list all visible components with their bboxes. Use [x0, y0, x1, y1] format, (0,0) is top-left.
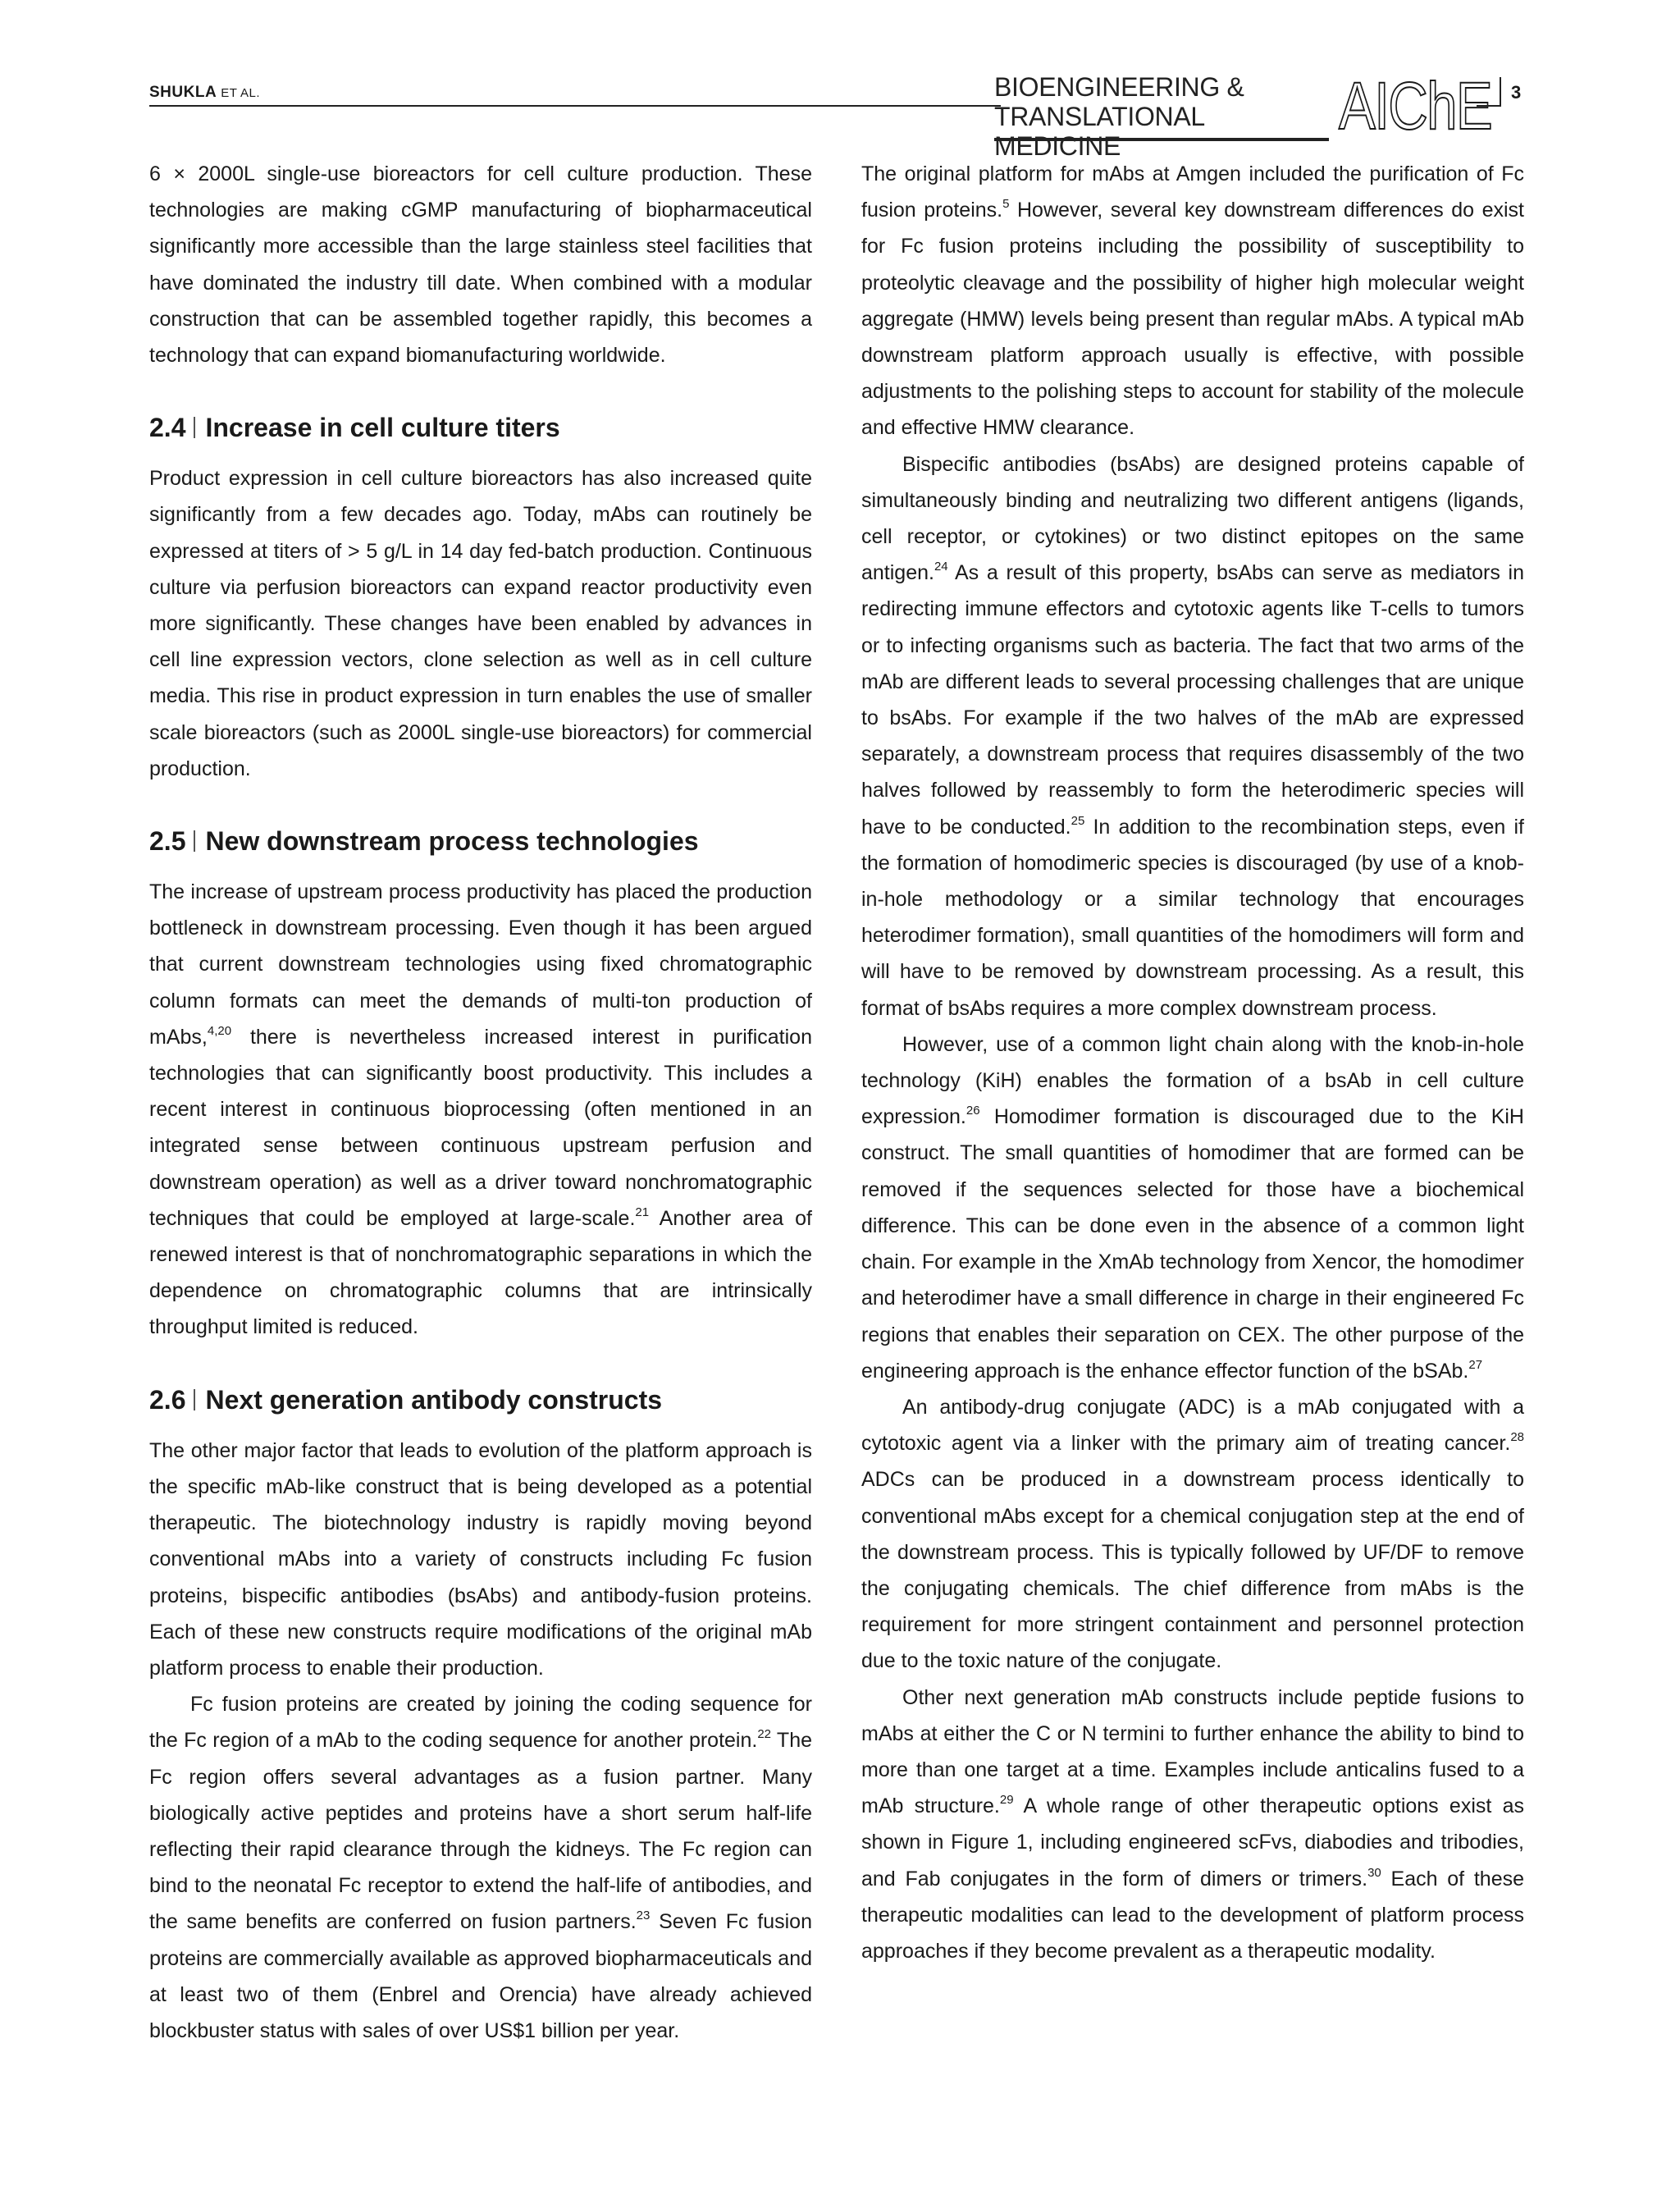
citation: 30	[1367, 1865, 1381, 1880]
citation: 23	[636, 1909, 651, 1923]
left-column	[149, 156, 812, 2049]
paragraph-constructs: The other major factor that leads to evolution of the platform approach is the specific mAb-like construct that is being developed as a potential therapeutic. The biotechnology industry is rapidly moving beyond conventional mAbs into a variety of constructs including Fc fusion proteins, bispecific antibodies (bsAbs) and antibody-fusion proteins. Each of these new constructs require modifications of the original mAb platform process to enable their production.	[149, 1438, 812, 1680]
citation: 25	[1071, 813, 1085, 828]
citation: 28	[1510, 1430, 1524, 1445]
citation: 22	[757, 1727, 772, 1742]
paragraph-downstream: The increase of upstream process productivity has placed the production bottleneck in downstream processing. Even though it has been argued that current downstream technologies using fixed chromatographic column formats can meet the demands of multi-ton production of mAbs,$^{4,20}$ there is nevertheless increased interest in purification technologies that can significantly boost productivity. This includes a recent interest in continuous bioprocessing (often mentioned in an integrated sense between continuous upstream perfusion and downstream operation) as well as a driver toward nonchromatographic techniques that could be employed at large-scale.$^{21}$ Another area of renewed interest is that of nonchromatographic separations in which the dependence on chromatographic columns that are intrinsically throughput limited is reduced.	[149, 880, 813, 1339]
citation: 29	[999, 1793, 1014, 1808]
section-title: New downstream process technologies	[205, 826, 699, 857]
paragraph-amgen-platform: The original platform for mAbs at Amgen included the purification of Fc fusion proteins.$^5$ However, several key downstream differences do exist for Fc fusion proteins including the possibility of susceptibility to proteolytic cleavage and the possibility of higher high molecular weight aggregate (HMW) levels being present than regular mAbs. A typical mAb downstream platform approach usually is effective, with possible adjustments to the polishing steps to account for stability of the molecule and effective HMW clearance.	[861, 162, 1525, 440]
section-number: 2.5	[149, 826, 186, 857]
section-heading-2-5	[149, 823, 812, 859]
page-number-divider	[1500, 77, 1501, 105]
journal-title-line-2: TRANSLATIONAL MEDICINE	[994, 102, 1204, 161]
paragraph-titers: Product expression in cell culture bioreactors has also increased quite significantly from a few decades ago. Today, mAbs can routinely be expressed at titers of > 5 g/L in 14 day fed-batch production. Continuous culture via perfusion bioreactors can expand reactor productivity even more significantly. These changes have been enabled by advances in cell line expression vectors, clone selection as well as in cell culture media. This rise in product expression in turn enables the use of smaller scale bioreactors (such as 2000L single-use bioreactors) for commercial production.	[149, 467, 812, 780]
heading-divider	[194, 1389, 195, 1410]
citation: 4,20	[207, 1023, 232, 1038]
logo-rule	[1477, 105, 1501, 107]
running-head-et-al: ET AL.	[221, 86, 261, 100]
paragraph-bispecific: Bispecific antibodies (bsAbs) are designed proteins capable of simultaneously binding and neutralizing two different antigens (ligands, cell receptor, or cytokines) or two distinct epitopes on the same antigen.$^{24}$ As a result of this property, bsAbs can serve as mediators in redirecting immune effectors and cytotoxic agents like T-cells to tumors or to infecting organisms such as bacteria. The fact that two arms of the mAb are different leads to several processing challenges that are unique to bsAbs. For example if the two halves of the mAb are expressed separately, a downstream process that requires disassembly of the two halves followed by reassembly to form the heterodimeric species will have to be conducted.$^{25}$ In addition to the recombination steps, even if the formation of homodimeric species is discouraged (by use of a knob-in-hole methodology or a similar technology that encourages heterodimer formation), small quantities of the homodimers will form and will have to be removed by downstream processing. As a result, this format of bsAbs requires a more complex downstream process.	[861, 452, 1524, 1020]
page-number: 3	[1511, 82, 1522, 103]
citation: 5	[1002, 197, 1010, 212]
journal-title	[994, 72, 1322, 161]
running-head	[149, 84, 260, 102]
section-title: Increase in cell culture titers	[205, 413, 560, 443]
header-rule	[149, 105, 1001, 107]
section-title: Next generation antibody constructs	[205, 1384, 663, 1415]
citation: 24	[934, 560, 948, 574]
paragraph-knob-in-hole: However, use of a common light chain along with the knob-in-hole technology (KiH) enables the formation of a bsAb in cell culture expression.$^{26}$ Homodimer formation is discouraged due to the KiH construct. The small quantities of homodimer that are formed can be removed if the sequences selected for those have a biochemical difference. This can be done even in the absence of a common light chain. For example in the XmAb technology from Xencor, the homodimer and heterodimer have a small difference in charge in their engineered Fc regions that enables their separation on CEX. The other purpose of the engineering approach is the enhance effector function of the bSAb.$^{27}$	[861, 1032, 1524, 1383]
section-heading-2-6	[149, 1382, 812, 1418]
page-header	[149, 69, 1524, 161]
paragraph-next-gen: Other next generation mAb constructs include peptide fusions to mAbs at either the C or N termini to further enhance the ability to bind to more than one target at a time. Examples include anticalins fused to a mAb structure.$^{29}$ A whole range of other therapeutic options exist as shown in Figure 1, including engineered scFvs, diabodies and tribodies, and Fab conjugates in the form of dimers or trimers.$^{30}$ Each of these therapeutic modalities can lead to the development of platform process approaches if they become prevalent as a therapeutic modality.	[861, 1685, 1524, 1963]
paragraph-fc-fusion: Fc fusion proteins are created by joining the coding sequence for the Fc region of a mAb to the coding sequence for another protein.$^{22}$ The Fc region offers several advantages as a fusion partner. Many biologically active peptides and proteins have a short serum half-life reflecting their rapid clearance through the kidneys. The Fc region can bind to the neonatal Fc receptor to extend the half-life of antibodies, and the same benefits are conferred on fusion partners.$^{23}$ Seven Fc fusion proteins are commercially available as approved biopharmaceuticals and at least two of them (Enbrel and Orencia) have already achieved blockbuster status with sales of over US$1 billion per year.	[149, 1693, 813, 2042]
section-number: 2.6	[149, 1384, 186, 1415]
journal-title-line-1: BIOENGINEERING &	[994, 72, 1244, 102]
right-column	[861, 156, 1524, 1969]
paragraph-adc: An antibody-drug conjugate (ADC) is a mAb conjugated with a cytotoxic agent via a linker with the primary aim of treating cancer.$^{28}$ ADCs can be produced in a downstream process identically to conventional mAbs except for a chemical conjugation step at the end of the downstream process. This is typically followed by UF/DF to remove the conjugating chemicals. The chief difference from mAbs is the requirement for more stringent containment and personnel protection due to the toxic nature of the conjugate.	[861, 1395, 1524, 1673]
citation: 27	[1468, 1357, 1483, 1372]
heading-divider	[194, 830, 195, 852]
citation: 21	[635, 1205, 650, 1219]
journal-underline	[994, 138, 1329, 141]
running-head-author: SHUKLA	[149, 84, 217, 101]
citation: 26	[966, 1104, 980, 1118]
section-number: 2.4	[149, 413, 186, 443]
heading-divider	[194, 417, 195, 438]
aiche-logo: AIChE	[1339, 69, 1492, 144]
paragraph-intro: 6 × 2000L single-use bioreactors for cell culture production. These technologies are making cGMP manufacturing of biopharmaceutical significantly more accessible than the large stainless steel facilities that have dominated the industry till date. When combined with a modular construction that can be assembled together rapidly, this becomes a technology that can expand biomanufacturing worldwide.	[149, 162, 812, 368]
section-heading-2-4	[149, 409, 812, 446]
